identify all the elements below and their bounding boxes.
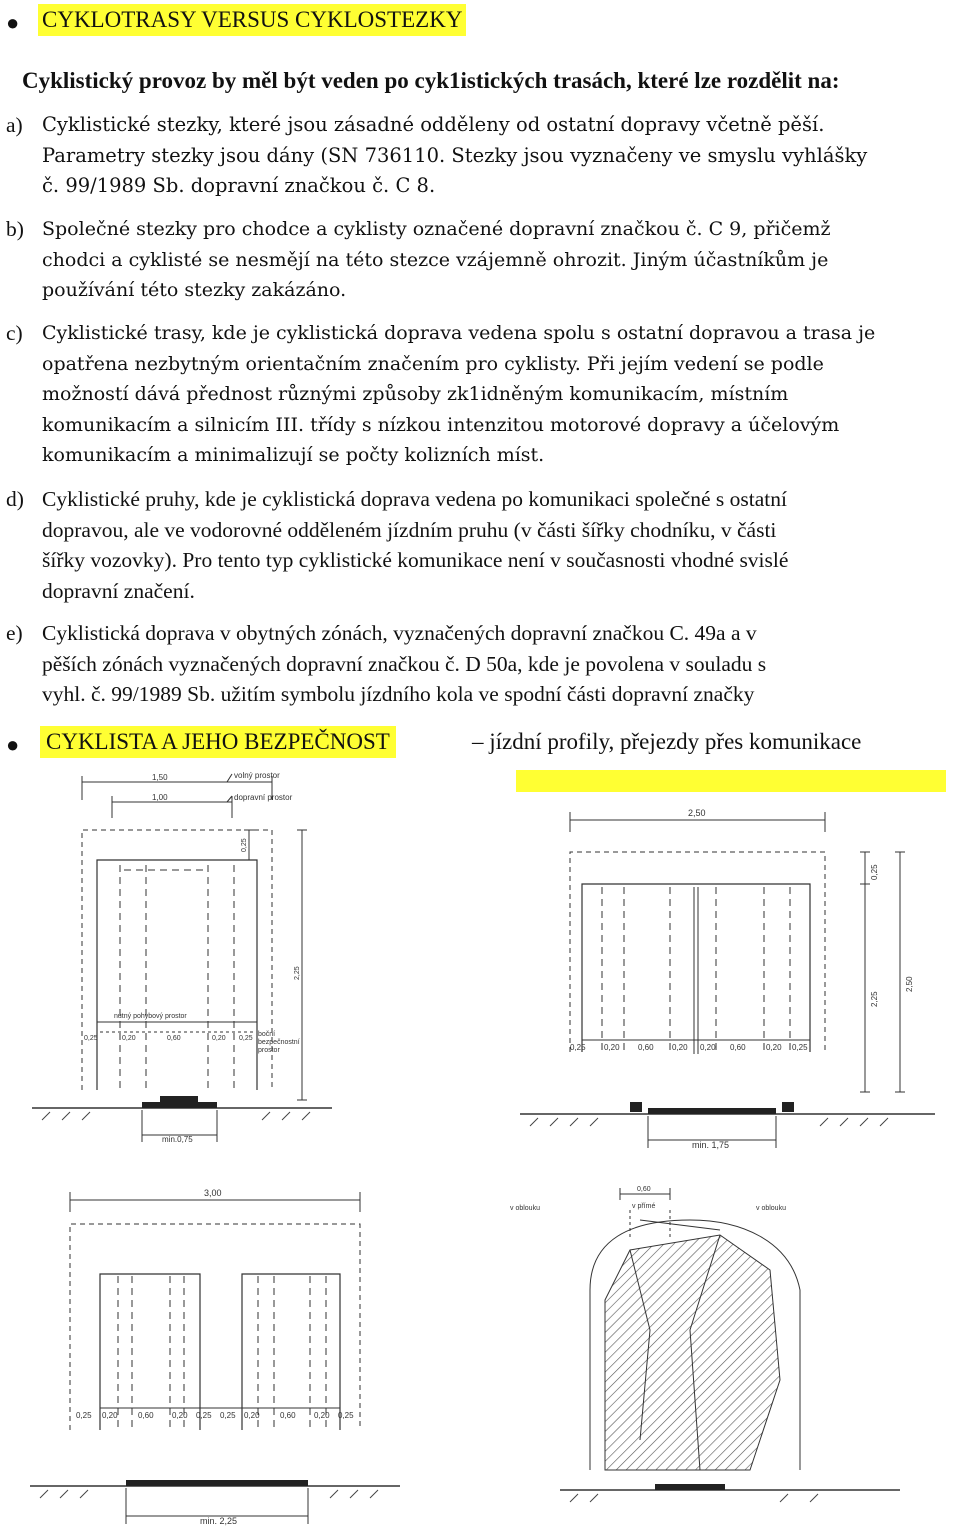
item-line: Společné stezky pro chodce a cyklisty označené dopravní značkou č. C 9, přičemž: [42, 218, 831, 240]
intro-sentence: Cyklistický provoz by měl být veden po cyk1istických trasách, které lze rozdělit na:: [22, 68, 840, 93]
diagram-double-cyclist-profile: [520, 792, 940, 1167]
item-line: č. 99/1989 Sb. dopravní značkou č. C 8.: [42, 174, 436, 197]
item-line: komunikacím a minimalizují se počty kolizních míst.: [42, 444, 545, 466]
item-marker: b): [6, 217, 24, 241]
dim-label: 0,20: [244, 1411, 260, 1420]
item-line: šířky vozovky). Pro tento typ cyklistické komunikace není v současnosti vhodné svislé: [42, 548, 789, 572]
dim-label: 0,60: [730, 1043, 746, 1052]
item-line: opatřena nezbytným orientačním značením pro cyklisty. Při jejím vedení se podle: [42, 352, 824, 375]
highlight-bar: [516, 770, 946, 792]
dim-label: 1,00: [152, 793, 168, 802]
item-line: Cyklistické pruhy, kde je cyklistická doprava vedena po komunikaci společné s ostatní: [42, 487, 787, 511]
dim-label: 0,60: [167, 1035, 181, 1042]
dim-label: 0,25: [870, 864, 879, 880]
dim-label: 3,00: [204, 1188, 222, 1198]
dim-label: min. 1,75: [692, 1140, 730, 1150]
diagram-two-track-profile: [30, 1180, 410, 1530]
dim-label: 0,25: [570, 1043, 586, 1052]
dim-label: min. 2,25: [200, 1516, 238, 1526]
heading-cyklista-bezpecnost: CYKLISTA A JEHO BEZPEČNOST: [40, 726, 396, 758]
dim-label: 0,25: [239, 1035, 253, 1042]
label: bezpečnostní: [258, 1039, 300, 1046]
heading-cyklotrasy: CYKLOTRASY VERSUS CYKLOSTEZKY: [38, 4, 466, 36]
bullet: ●: [6, 10, 20, 35]
legend-label: dopravní prostor: [234, 793, 293, 802]
item-marker: e): [6, 621, 23, 645]
item-marker: d): [6, 487, 24, 511]
dim-label: 0,60: [637, 1186, 651, 1193]
label: nutný pohybový prostor: [114, 1013, 187, 1020]
item-line: chodci a cyklisté se nesmějí na této stezce vzájemně ohrozit. Jiným účastníkům je: [42, 248, 829, 271]
diagram-single-cyclist-profile: [22, 770, 352, 1150]
label: prostor: [258, 1047, 280, 1054]
item-line: dopravní značení.: [42, 578, 195, 603]
dim-label: 0,25: [84, 1035, 98, 1042]
item-line: Cyklistické trasy, kde je cyklistická doprava vedena spolu s ostatní dopravou a trasa je: [42, 322, 876, 344]
diagram-curve-profile: [480, 1180, 920, 1532]
heading-subtitle: – jízdní profily, přejezdy přes komunikace: [472, 729, 862, 754]
label: boční: [258, 1031, 276, 1038]
dim-label: 0,60: [138, 1411, 154, 1420]
dim-label: 0,20: [766, 1043, 782, 1052]
label: v přímé: [632, 1203, 656, 1210]
dim-label: 0,25: [196, 1411, 212, 1420]
dim-label: 2,50: [688, 808, 706, 818]
dim-label: 0,20: [672, 1043, 688, 1052]
dim-label: 0,25: [241, 838, 248, 852]
dim-label: 0,20: [314, 1411, 330, 1420]
item-marker: a): [6, 113, 23, 137]
dim-label: 0,20: [212, 1035, 226, 1042]
dim-label: 0,25: [76, 1411, 92, 1420]
item-marker: c): [6, 321, 23, 345]
item-line: dopravou, ale ve vodorovné odděleném jízdním pruhu (v části šířky chodníku, v části: [42, 517, 777, 542]
dim-label: 0,25: [338, 1411, 354, 1420]
dim-label: 0,20: [172, 1411, 188, 1420]
dim-label: 0,25: [220, 1411, 236, 1420]
dim-label: 2,25: [294, 966, 301, 980]
item-line: Cyklistické stezky, které jsou zásadné odděleny od ostatní dopravy včetně pěší.: [42, 113, 825, 136]
item-line: komunikacím a silnicím III. třídy s nízkou intenzitou motorové dopravy a účelovým: [42, 413, 840, 436]
item-line: vyhl. č. 99/1989 Sb. užitím symbolu jízdního kola ve spodní části dopravní značky: [42, 682, 755, 706]
dim-label: 0,20: [102, 1411, 118, 1420]
dim-label: 0,25: [792, 1043, 808, 1052]
dim-label: 0,60: [638, 1043, 654, 1052]
dim-label: 2,50: [905, 976, 914, 992]
item-line: Cyklistická doprava v obytných zónách, vyznačených dopravní značkou C. 49a a v: [42, 621, 757, 645]
dim-label: 0,20: [122, 1035, 136, 1042]
dim-label: 0,20: [604, 1043, 620, 1052]
dim-label: min.0,75: [162, 1135, 193, 1144]
item-line: Parametry stezky jsou dány (SN 736110. Stezky jsou vyznačeny ve smyslu vyhlášky: [42, 143, 868, 167]
dim-label: 2,25: [870, 991, 879, 1007]
bullet: ●: [6, 732, 20, 757]
dim-label: 0,60: [280, 1411, 296, 1420]
item-line: používání této stezky zakázáno.: [42, 279, 347, 301]
item-line: pěších zónách vyznačených dopravní značkou č. D 50a, kde je povolena v souladu s: [42, 651, 767, 676]
legend-label: volný prostor: [234, 771, 280, 780]
dim-label: 0,20: [700, 1043, 716, 1052]
label: v oblouku: [510, 1205, 540, 1212]
label: v oblouku: [756, 1205, 786, 1212]
dim-label: 1,50: [152, 773, 168, 782]
item-line: možností dává přednost různými způsoby zk1idněným komunikacím, místním: [42, 383, 789, 405]
